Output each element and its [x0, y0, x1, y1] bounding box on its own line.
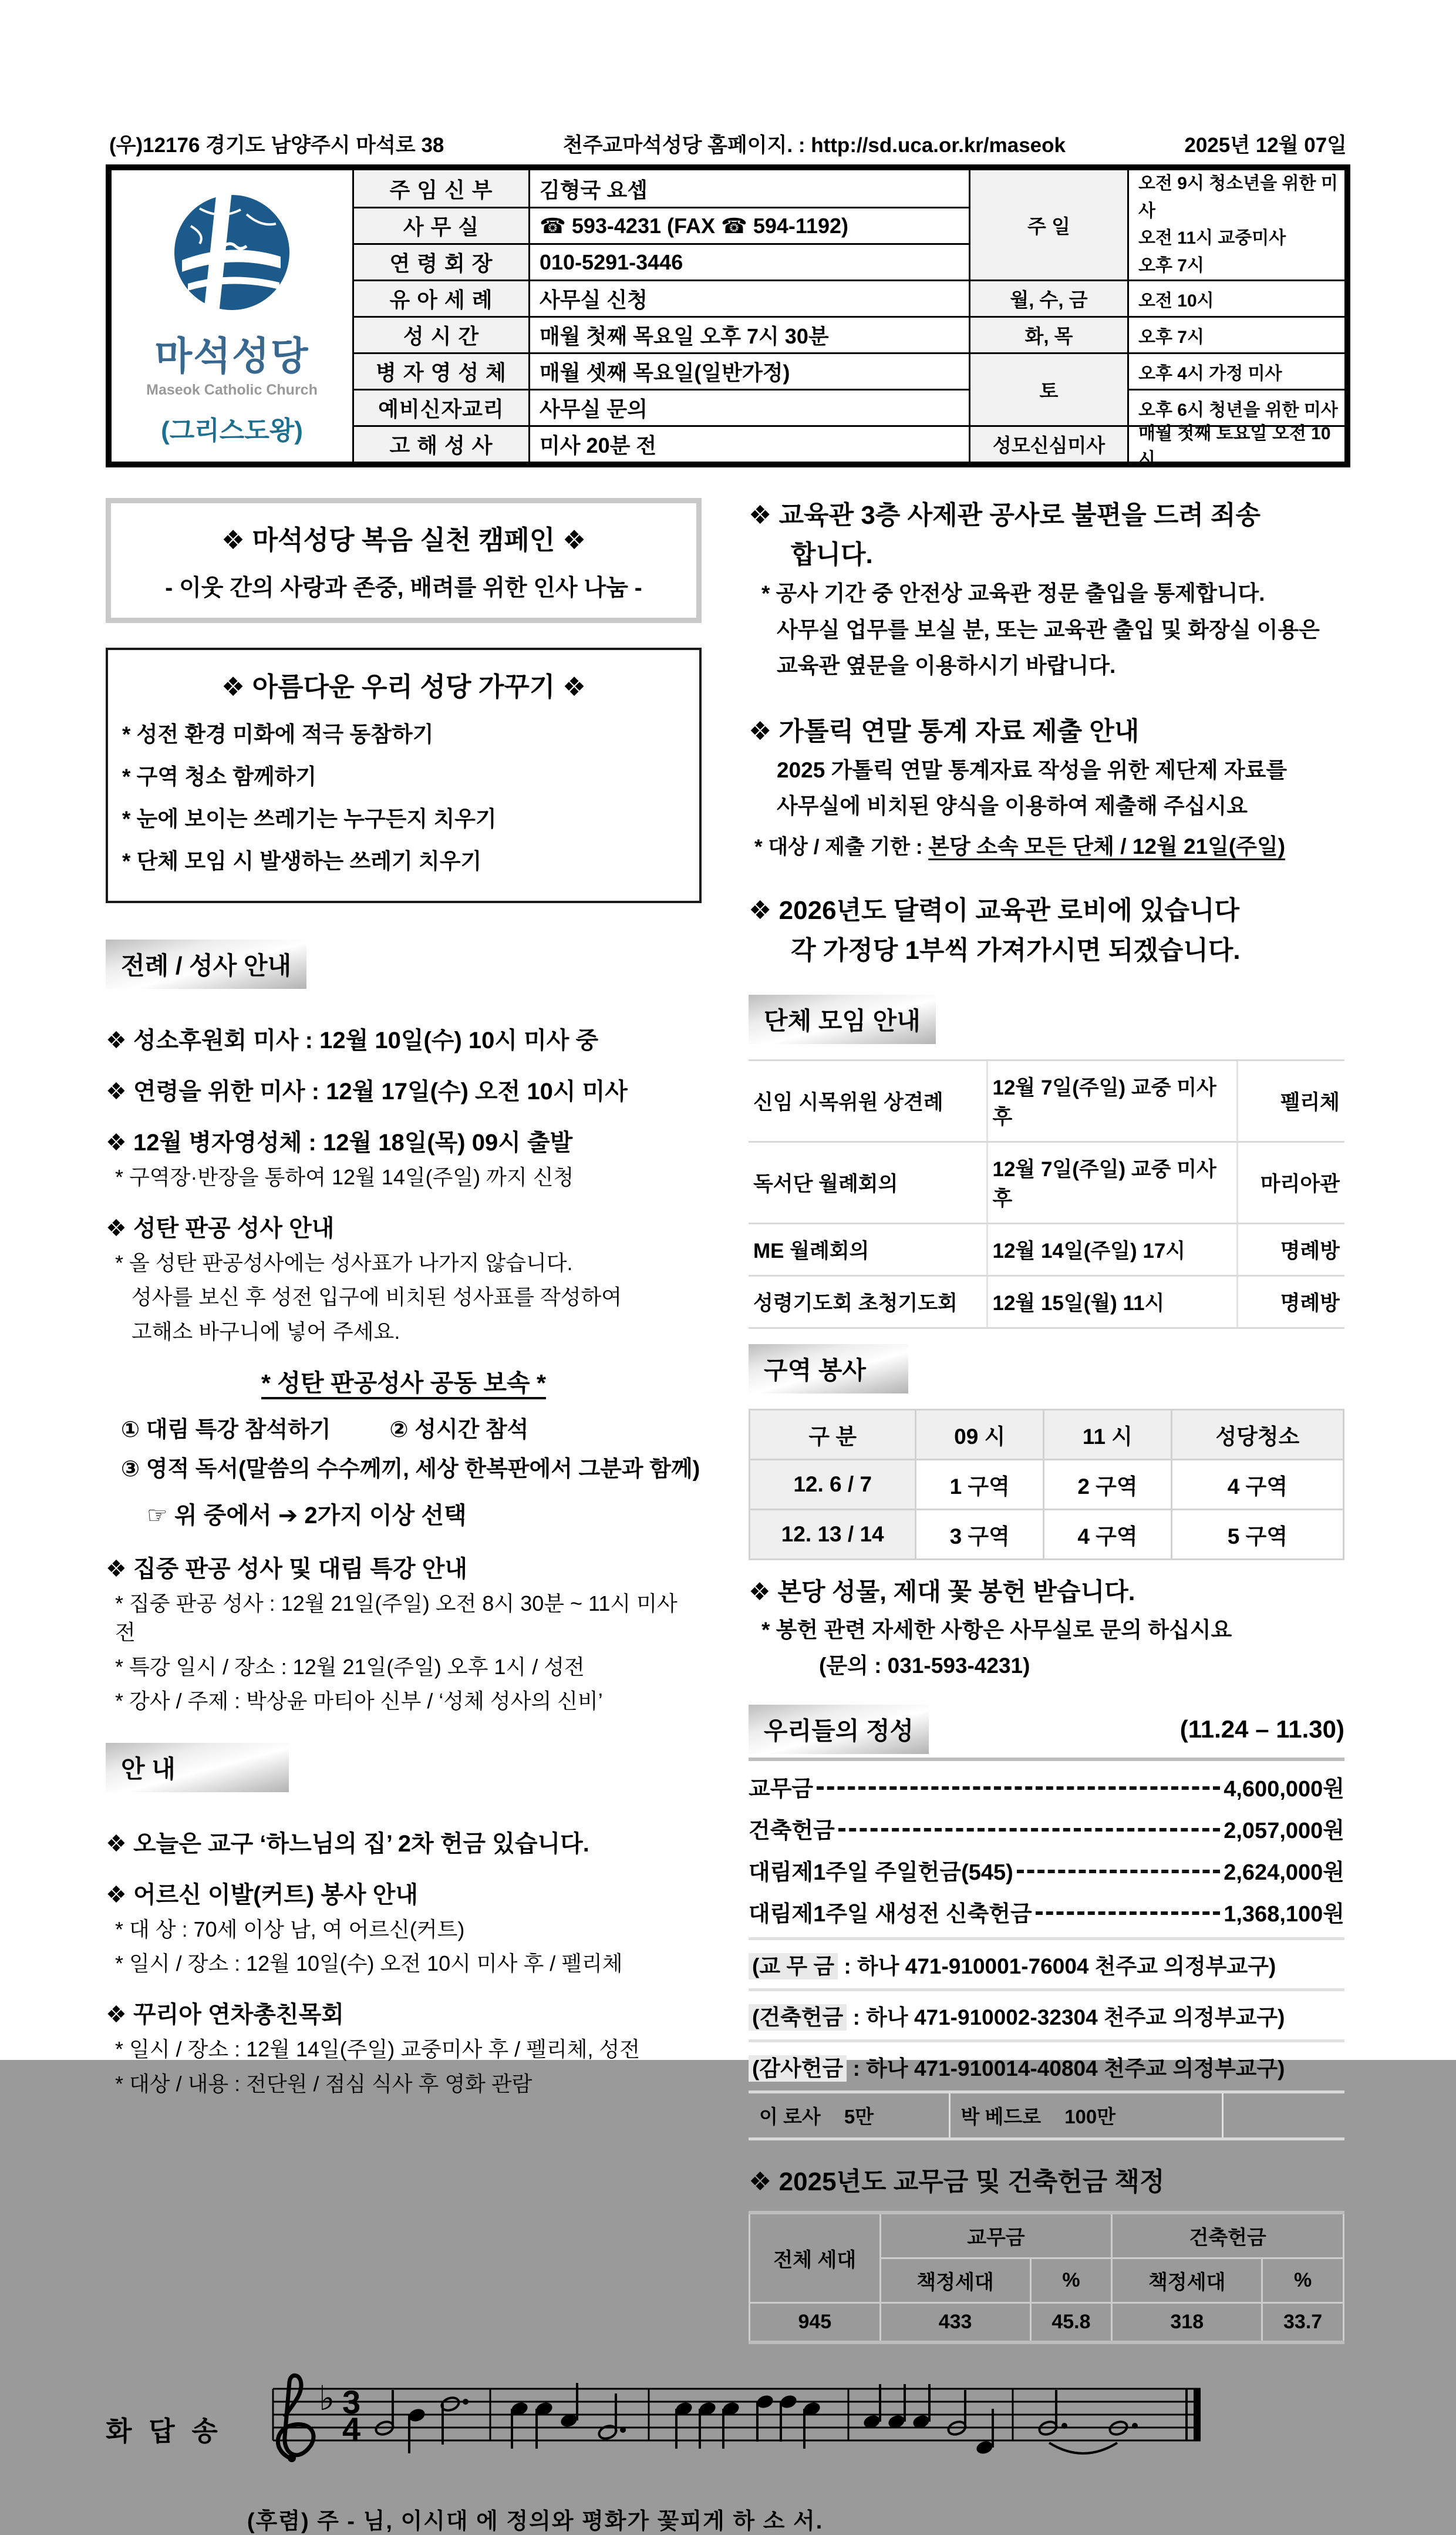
issue-date: 2025년 12월 07일 — [1184, 134, 1347, 157]
group-place: 마리아관 — [1237, 1142, 1344, 1223]
info-label-baptism: 유 아 세 례 — [352, 280, 528, 316]
statistics-sub1: 2025 가톨릭 연말 통계자료 작성을 위한 제단제 자료를 — [777, 758, 1288, 782]
group-place: 명례방 — [1237, 1223, 1344, 1275]
donor-name: 박 베드로 — [960, 2106, 1042, 2128]
group-time: 12월 7일(주일) 교중 미사 후 — [987, 1142, 1237, 1223]
offering-label: 대림제1주일 새성전 신축헌금 — [749, 1902, 1032, 1927]
beautify-item: * 눈에 보이는 쓰레기는 누구든지 치우기 — [122, 807, 497, 831]
mass-value-saturday-1: 오후 4시 가정 미사 — [1127, 352, 1350, 389]
pledge-cell: 45.8 — [1030, 2303, 1112, 2343]
mass-label-marian: 성모신심미사 — [969, 425, 1127, 462]
pledge-subheader: % — [1030, 2258, 1112, 2303]
parish-feast-title: (그리스도왕) — [161, 416, 303, 445]
info-value-holyhour: 매월 첫째 목요일 오후 7시 30분 — [528, 316, 969, 352]
info-value-pastor: 김형국 요셉 — [528, 170, 969, 207]
intensive-confession-title: ❖ 집중 판공 성사 및 대림 특강 안내 — [106, 1556, 467, 1583]
parish-name: 마석성당 — [154, 334, 309, 378]
flower-offering-title: ❖ 본당 성물, 제대 꽃 봉헌 받습니다. — [749, 1577, 1135, 1605]
info-label-catechumen: 예비신자교리 — [352, 389, 528, 425]
beautify-box — [106, 648, 702, 903]
mass-value-marian: 매월 첫째 토요일 오전 10시 — [1127, 425, 1350, 462]
offerings-header-row — [749, 1705, 1344, 1761]
donor-cell-empty — [1222, 2093, 1344, 2137]
info-value-sick-communion: 매월 셋째 목요일(일반가정) — [528, 352, 969, 389]
haircut-sub1: * 대 상 : 70세 이상 남, 여 어르신(커트) — [115, 1917, 465, 1941]
statistics-title: ❖ 가톨릭 연말 통계 자료 제출 안내 — [749, 717, 1140, 746]
intensive-sub3: * 강사 / 주제 : 박상윤 마티아 신부 / ‘성체 성사의 신비’ — [115, 1689, 603, 1713]
calendar-notice-line2: 각 가정당 1부씩 가져가시면 되겠습니다. — [791, 935, 1241, 965]
pledge-table — [749, 2211, 1344, 2344]
group-place: 펠리체 — [1237, 1060, 1344, 1142]
beautify-item: * 단체 모임 시 발생하는 쓰레기 치우기 — [122, 849, 482, 873]
account-label: (감사헌금 — [749, 2055, 847, 2082]
account-line — [749, 1937, 1344, 1988]
penance-choose-line: ☞ 위 중에서 ➔ 2가지 이상 선택 — [147, 1503, 467, 1529]
offering-value: 2,057,000원 — [1224, 1819, 1344, 1844]
section-header-groups: 단체 모임 안내 — [749, 995, 936, 1044]
info-value-catechumen: 사무실 문의 — [528, 389, 969, 425]
mass-sunday-line3: 오후 7시 — [1138, 255, 1204, 275]
offering-label: 건축헌금 — [749, 1819, 835, 1844]
mass-value-monwedfri: 오전 10시 — [1127, 280, 1350, 316]
offering-label: 대림제1주일 주일헌금(545) — [749, 1860, 1013, 1886]
pledge-cell: 433 — [880, 2303, 1030, 2343]
penance-option-3-row — [121, 1450, 702, 1483]
mass-sunday-line1: 오전 9시 청소년을 위한 미사 — [1138, 174, 1338, 221]
pledge-cell: 318 — [1112, 2303, 1262, 2343]
offering-row — [749, 1812, 1344, 1844]
zone-cell: 4 구역 — [1044, 1509, 1172, 1559]
christmas-confession-sub1: * 올 성탄 판공성사에는 성사표가 나가지 않습니다. — [115, 1250, 573, 1275]
group-name: 성령기도회 초청기도회 — [749, 1275, 987, 1328]
pledge-cell: 33.7 — [1262, 2303, 1344, 2343]
zone-col-header: 성당청소 — [1171, 1409, 1343, 1459]
intensive-sub2: * 특강 일시 / 장소 : 12월 21일(주일) 오후 1시 / 성전 — [115, 1654, 585, 1679]
offering-row — [749, 1854, 1344, 1886]
construction-notice-line1: ❖ 교육관 3층 사제관 공사로 불편을 드려 죄송 — [749, 501, 1261, 530]
table-row — [750, 1509, 1344, 1559]
melody-notes — [374, 2383, 1138, 2456]
penance-options-row — [121, 1411, 702, 1443]
christmas-confession-sub3: 고해소 바구니에 넣어 주세요. — [132, 1319, 400, 1344]
offering-row — [749, 1896, 1344, 1928]
zone-col-header: 09 시 — [916, 1409, 1044, 1459]
table-header-row — [750, 2213, 1344, 2258]
zone-cell: 3 구역 — [916, 1509, 1044, 1559]
flower-offering-sub1: * 봉헌 관련 자세한 사항은 사무실로 문의 하십시요 — [761, 1617, 1232, 1642]
psalm-body — [238, 2371, 1350, 2535]
donor-amount: 100만 — [1064, 2106, 1116, 2128]
table-row — [749, 1223, 1344, 1275]
zone-cell: 2 구역 — [1044, 1459, 1172, 1509]
group-name: 신임 시목위원 상견례 — [749, 1060, 987, 1142]
account-line — [749, 2039, 1344, 2090]
christmas-confession-sub2: 성사를 보신 후 성전 입구에 비치된 성사표를 작성하여 — [132, 1285, 622, 1309]
dash-leader — [1017, 1870, 1220, 1873]
info-label-office: 사 무 실 — [352, 207, 528, 243]
table-row — [749, 1060, 1344, 1142]
left-column — [106, 498, 702, 2344]
pledge-gyomugeum-header: 교무금 — [880, 2213, 1112, 2258]
section-header-zones: 구역 봉사 — [749, 1344, 908, 1393]
slur — [1049, 2443, 1117, 2453]
liturgy-item-souls-mass: ❖ 연령을 위한 미사 : 12월 17일(수) 오전 10시 미사 — [106, 1079, 628, 1105]
mass-label-sunday: 주 일 — [969, 170, 1127, 280]
right-column — [749, 498, 1344, 2344]
mass-label-saturday: 토 — [969, 352, 1127, 425]
penance-option-1: ① 대림 특강 참석하기 — [121, 1418, 331, 1443]
curia-sub2: * 대상 / 내용 : 전단원 / 점심 식사 후 영화 관람 — [115, 2071, 532, 2096]
info-value-confession: 미사 20분 전 — [528, 425, 969, 462]
mass-sunday-line2: 오전 11시 교중미사 — [1138, 228, 1286, 248]
info-label-confession: 고 해 성 사 — [352, 425, 528, 462]
haircut-sub2: * 일시 / 장소 : 12월 10일(수) 오전 10시 미사 후 / 펠리체 — [115, 1951, 623, 1976]
time-sig-bottom: 4 — [342, 2411, 361, 2448]
psalm-label: 화 답 송 — [106, 2416, 223, 2447]
info-label-holyhour: 성 시 간 — [352, 316, 528, 352]
pledge-subheader: % — [1262, 2258, 1344, 2303]
construction-sub2: 사무실 업무를 보실 분, 또는 교육관 출입 및 화장실 이용은 — [777, 617, 1320, 642]
mass-value-sunday — [1127, 170, 1350, 280]
donor-amount: 5만 — [844, 2106, 874, 2128]
account-number: : 하나 471-910001-76004 천주교 의정부교구) — [838, 1954, 1276, 1979]
section-header-liturgy: 전례 / 성사 안내 — [106, 940, 306, 989]
parish-logo — [112, 170, 352, 462]
homepage-url: 천주교마석성당 홈페이지. : http://sd.uca.or.kr/maseok — [562, 134, 1066, 157]
deadline-prefix: * 대상 / 제출 기한 : — [754, 836, 929, 859]
zone-col-header: 11 시 — [1044, 1409, 1172, 1459]
info-value-yeonryeong: 010-5291-3446 — [528, 243, 969, 280]
info-value-baptism: 사무실 신청 — [528, 280, 969, 316]
donor-cell — [949, 2093, 1222, 2137]
zone-cell: 4 구역 — [1171, 1459, 1343, 1509]
info-label-yeonryeong: 연 령 회 장 — [352, 243, 528, 280]
info-value-office: ☎ 593-4231 (FAX ☎ 594-1192) — [528, 207, 969, 243]
deadline-bold: 본당 소속 모든 단체 / 12월 21일(주일) — [928, 834, 1286, 859]
dash-leader — [838, 1828, 1220, 1832]
section-header-offerings: 우리들의 정성 — [749, 1705, 929, 1754]
psalm-refrain: (후렴) 주 - 님, 이시대 에 정의와 평화가 꽃피게 하 소 서. — [247, 2509, 824, 2534]
zone-cell: 5 구역 — [1171, 1509, 1343, 1559]
group-place: 명례방 — [1237, 1275, 1344, 1328]
dash-leader — [817, 1786, 1220, 1790]
zone-service-table — [749, 1409, 1344, 1560]
offering-value: 4,600,000원 — [1224, 1777, 1344, 1802]
penance-option-3: ③ 영적 독서(말씀의 수수께끼, 세상 한복판에서 그분과 함께) — [121, 1457, 700, 1482]
parish-info-table — [106, 164, 1350, 467]
penance-option-2: ② 성시간 참석 — [389, 1418, 529, 1443]
mass-label-monwedfri: 월, 수, 금 — [969, 280, 1127, 316]
pledge-subheader: 책정세대 — [880, 2258, 1030, 2303]
table-row — [749, 1142, 1344, 1223]
table-row — [750, 1459, 1344, 1509]
pledge-subheader: 책정세대 — [1112, 2258, 1262, 2303]
calendar-notice-line1: ❖ 2026년도 달력이 교육관 로비에 있습니다 — [749, 896, 1240, 925]
offering-label: 교무금 — [749, 1777, 814, 1802]
beautify-title: ❖ 아름다운 우리 성당 가꾸기 ❖ — [221, 672, 587, 702]
account-number: : 하나 471-910014-40804 천주교 의정부교구) — [847, 2056, 1285, 2081]
liturgy-item-sick-communion-sub: * 구역장·반장을 통하여 12월 14일(주일) 까지 신청 — [115, 1165, 574, 1189]
campaign-subtitle: - 이웃 간의 사랑과 존중, 배려를 위한 인사 나눔 - — [165, 575, 642, 601]
mass-label-tuethu: 화, 목 — [969, 316, 1127, 352]
page-header — [109, 129, 1347, 159]
account-label: (교 무 금 — [749, 1953, 838, 1979]
beautify-item: * 구역 청소 함께하기 — [122, 765, 317, 789]
penance-title-text: * 성탄 판공성사 공동 보속 * — [261, 1369, 546, 1397]
liturgy-item-christmas-confession: ❖ 성탄 판공 성사 안내 — [106, 1215, 335, 1241]
zone-date: 12. 6 / 7 — [750, 1459, 916, 1509]
liturgy-item-vocation-mass: ❖ 성소후원회 미사 : 12월 10일(수) 10시 미사 중 — [106, 1028, 599, 1053]
pledge-title: ❖ 2025년도 교무금 및 건축헌금 책정 — [749, 2167, 1165, 2197]
group-meetings-table — [749, 1059, 1344, 1329]
offering-value: 2,624,000원 — [1224, 1860, 1344, 1886]
statistics-deadline — [754, 829, 1344, 860]
donor-name: 이 로사 — [759, 2106, 821, 2128]
liturgy-item-sick-communion: ❖ 12월 병자영성체 : 12월 18일(목) 09시 출발 — [106, 1130, 573, 1156]
pledge-construction-header: 건축헌금 — [1112, 2213, 1344, 2258]
beautify-item: * 성전 환경 미화에 적극 동참하기 — [122, 722, 434, 746]
campaign-box — [106, 498, 702, 623]
penance-title — [106, 1364, 702, 1398]
curia-sub1: * 일시 / 장소 : 12월 14일(주일) 교중미사 후 / 펠리체, 성전 — [115, 2036, 641, 2061]
zone-col-header: 구 분 — [750, 1409, 916, 1459]
music-staff — [238, 2371, 1295, 2497]
thanksgiving-donors-row — [749, 2090, 1344, 2140]
intensive-sub1: * 집중 판공 성사 : 12월 21일(주일) 오전 8시 30분 ~ 11시 미사 전 — [115, 1591, 678, 1644]
bulletin-body — [106, 498, 1350, 2344]
group-name: 독서단 월례회의 — [749, 1142, 987, 1223]
table-header-row — [750, 1409, 1344, 1459]
time-sig-top: 3 — [342, 2383, 361, 2421]
pledge-total-value: 945 — [750, 2303, 881, 2343]
zone-cell: 1 구역 — [916, 1459, 1044, 1509]
donor-cell — [749, 2093, 949, 2137]
flower-offering-sub2: (문의 : 031-593-4231) — [819, 1654, 1030, 1678]
construction-notice-line2: 합니다. — [791, 540, 873, 570]
responsorial-psalm — [106, 2371, 1350, 2535]
group-time: 12월 15일(월) 11시 — [987, 1275, 1237, 1328]
group-time: 12월 14일(주일) 17시 — [987, 1223, 1237, 1275]
zone-date: 12. 13 / 14 — [750, 1509, 916, 1559]
construction-sub3: 교육관 옆문을 이용하시기 바랍니다. — [777, 654, 1116, 678]
account-label: (건축헌금 — [749, 2004, 847, 2031]
account-number: : 하나 471-910002-32304 천주교 의정부교구) — [847, 2005, 1285, 2030]
info-label-sick-communion: 병 자 영 성 체 — [352, 352, 528, 389]
parish-address: (우)12176 경기도 남양주시 마석로 38 — [109, 134, 444, 157]
offering-row — [749, 1770, 1344, 1803]
table-row — [749, 1275, 1344, 1328]
dash-leader — [1036, 1911, 1220, 1915]
pledge-total-header: 전체 세대 — [750, 2213, 881, 2303]
offering-value: 1,368,100원 — [1224, 1902, 1344, 1927]
info-label-pastor: 주 임 신 부 — [352, 170, 528, 207]
mass-value-saturday-2: 오후 6시 청년을 위한 미사 — [1127, 389, 1350, 425]
flat-sign: ♭ — [318, 2379, 335, 2418]
section-header-notice: 안 내 — [106, 1743, 289, 1792]
parish-name-english: Maseok Catholic Church — [146, 382, 318, 398]
parish-logo-icon — [164, 185, 299, 320]
notice-second-collection: ❖ 오늘은 교구 ‘하느님의 집’ 2차 헌금 있습니다. — [106, 1830, 589, 1857]
group-time: 12월 7일(주일) 교중 미사 후 — [987, 1060, 1237, 1142]
construction-sub1: * 공사 기간 중 안전상 교육관 정문 출입을 통제합니다. — [761, 581, 1265, 605]
offerings-period: (11.24 – 11.30) — [1179, 1715, 1344, 1743]
campaign-title: ❖ 마석성당 복음 실천 캠페인 ❖ — [221, 525, 587, 555]
group-name: ME 월례회의 — [749, 1223, 987, 1275]
table-row — [750, 2303, 1344, 2343]
notice-haircut-title: ❖ 어르신 이발(커트) 봉사 안내 — [106, 1881, 418, 1908]
statistics-sub2: 사무실에 비치된 양식을 이용하여 제출해 주십시요 — [777, 794, 1248, 819]
notice-curia-title: ❖ 꾸리아 연차총친목회 — [106, 2001, 344, 2028]
account-line — [749, 1988, 1344, 2039]
mass-value-tuethu: 오후 7시 — [1127, 316, 1350, 352]
